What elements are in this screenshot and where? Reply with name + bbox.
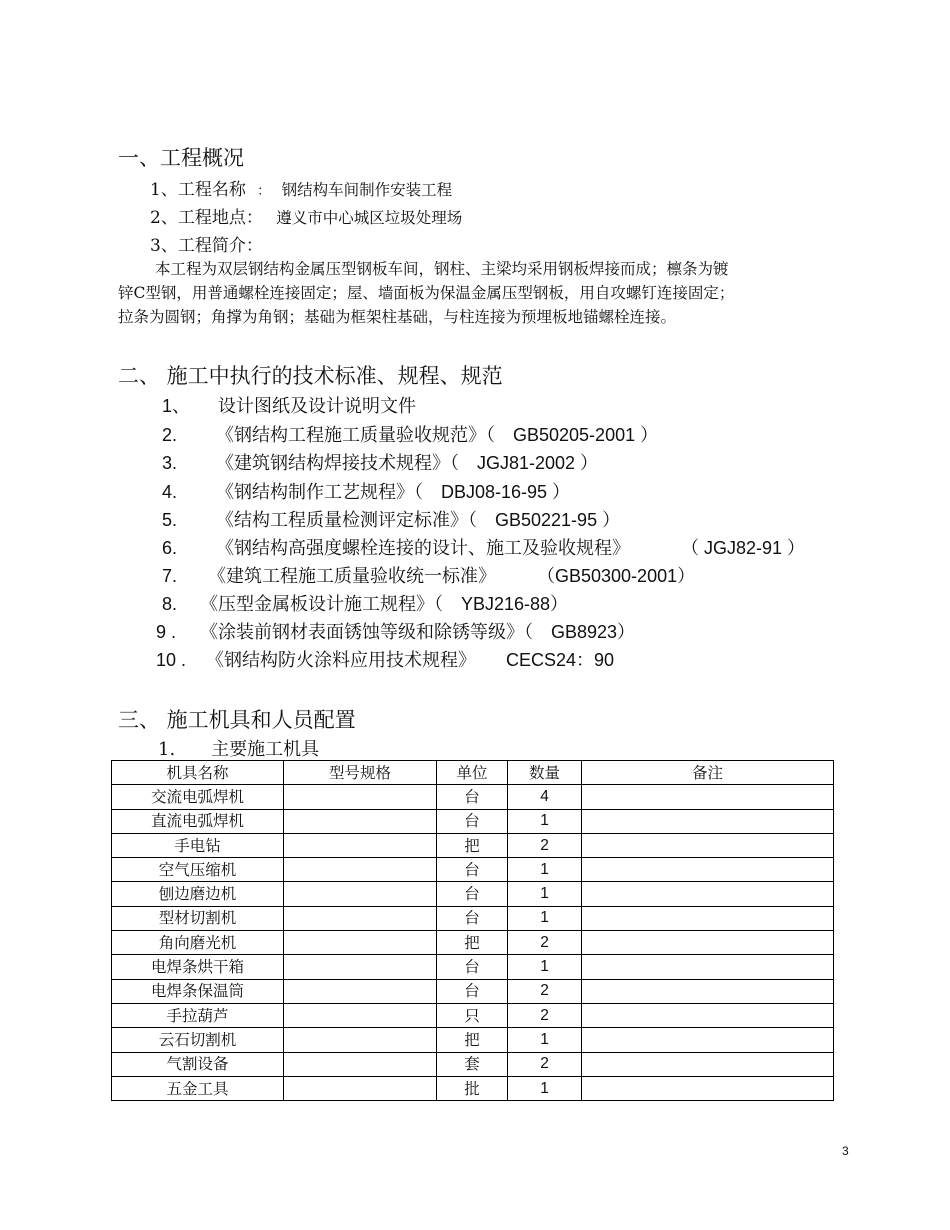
- equipment-name-cell: 电焊条保温筒: [112, 979, 284, 1003]
- standard-code: （GB50300-2001）: [546, 566, 696, 586]
- table-row: [112, 882, 834, 906]
- standard-item: [158, 478, 570, 504]
- equipment-name-cell: 型材切割机: [112, 906, 284, 930]
- standard-code: GB8923）: [551, 622, 636, 642]
- standard-num: 6.: [162, 538, 178, 558]
- remark-cell: [582, 785, 834, 809]
- table-row: [112, 955, 834, 979]
- quantity-cell: 2: [508, 1052, 582, 1076]
- model-cell: [284, 1076, 437, 1100]
- equipment-name-cell: 角向磨光机: [112, 931, 284, 955]
- standard-code: GB50205-2001 ）: [513, 425, 659, 445]
- equipment-table: [111, 760, 834, 1101]
- section1-heading: 一、工程概况: [118, 146, 244, 170]
- standard-title: 设计图纸及设计说明文件: [218, 396, 416, 417]
- unit-cell: 台: [437, 979, 508, 1003]
- standard-item: [156, 646, 614, 672]
- standard-num: 3.: [162, 453, 178, 473]
- table-row: [112, 785, 834, 809]
- unit-cell: 台: [437, 809, 508, 833]
- model-cell: [284, 906, 437, 930]
- standard-code: CECS24：90: [506, 650, 615, 670]
- standard-title: 《压型金属板设计施工规程》（: [200, 594, 443, 615]
- quantity-cell: 2: [508, 979, 582, 1003]
- page-number: 3: [842, 1144, 849, 1158]
- standard-num: 7.: [162, 566, 178, 586]
- model-cell: [284, 833, 437, 857]
- standard-item: [156, 618, 635, 644]
- table-row: [112, 906, 834, 930]
- standard-num: 5.: [162, 510, 178, 530]
- unit-cell: 把: [437, 833, 508, 857]
- model-cell: [284, 785, 437, 809]
- unit-cell: 把: [437, 931, 508, 955]
- equipment-name-cell: 电焊条烘干箱: [112, 955, 284, 979]
- equipment-name-cell: 手电钻: [112, 833, 284, 857]
- remark-cell: [582, 979, 834, 1003]
- model-cell: [284, 809, 437, 833]
- quantity-cell: 1: [508, 858, 582, 882]
- table-row: [112, 858, 834, 882]
- table-row: [112, 809, 834, 833]
- remark-cell: [582, 1052, 834, 1076]
- project-site-row: [150, 203, 462, 228]
- table-row: [112, 1076, 834, 1100]
- equipment-name-cell: 刨边磨边机: [112, 882, 284, 906]
- table-row: [112, 931, 834, 955]
- equipment-name-cell: 空气压缩机: [112, 858, 284, 882]
- intro-line-3: 拉条为圆钢；角撑为角钢；基础为框架柱基础，与柱连接为预埋板地锚螺栓连接。: [118, 308, 677, 326]
- unit-cell: 套: [437, 1052, 508, 1076]
- standard-num: 2.: [162, 425, 178, 445]
- equipment-name-cell: 交流电弧焊机: [112, 785, 284, 809]
- standard-title: 《涂装前钢材表面锈蚀等级和除锈等级》（: [200, 622, 533, 643]
- equipment-subheading: 1. 主要施工机具: [158, 739, 320, 760]
- standard-code: JGJ81-2002 ）: [477, 453, 599, 473]
- section2-heading: 二、 施工中执行的技术标准、规程、规范: [118, 364, 503, 388]
- standard-num: 8.: [162, 594, 178, 614]
- remark-cell: [582, 1003, 834, 1027]
- column-header: 机具名称: [112, 761, 284, 785]
- remark-cell: [582, 1028, 834, 1052]
- unit-cell: 台: [437, 882, 508, 906]
- project-site-label: 2、工程地点：: [150, 208, 263, 228]
- standard-code: GB50221-95 ）: [495, 510, 621, 530]
- standard-num: 1、: [162, 396, 191, 416]
- standard-code: （ JGJ82-91 ）: [690, 538, 806, 558]
- standard-num: 9 .: [156, 622, 177, 642]
- standard-title: 《钢结构高强度螺栓连接的设计、施工及验收规程》: [216, 538, 630, 559]
- unit-cell: 批: [437, 1076, 508, 1100]
- remark-cell: [582, 955, 834, 979]
- model-cell: [284, 882, 437, 906]
- model-cell: [284, 1052, 437, 1076]
- remark-cell: [582, 906, 834, 930]
- model-cell: [284, 1028, 437, 1052]
- project-name-value: 钢结构车间制作安装工程: [281, 181, 453, 199]
- standard-code: DBJ08-16-95 ）: [441, 482, 571, 502]
- column-header: 备注: [582, 761, 834, 785]
- column-header: 数量: [508, 761, 582, 785]
- section3-heading: 三、 施工机具和人员配置: [118, 708, 356, 732]
- quantity-cell: 2: [508, 1003, 582, 1027]
- standard-code: YBJ216-88）: [461, 594, 569, 614]
- model-cell: [284, 955, 437, 979]
- table-row: [112, 833, 834, 857]
- table-row: [112, 1028, 834, 1052]
- standard-title: 《建筑工程施工质量验收统一标准》: [208, 566, 496, 587]
- standard-title: 《结构工程质量检测评定标准》（: [216, 510, 477, 531]
- table-row: [112, 1052, 834, 1076]
- model-cell: [284, 1003, 437, 1027]
- project-intro-label: 3、工程简介：: [150, 236, 263, 256]
- equipment-name-cell: 直流电弧焊机: [112, 809, 284, 833]
- model-cell: [284, 931, 437, 955]
- quantity-cell: 1: [508, 809, 582, 833]
- standard-item: [158, 421, 658, 447]
- standard-num: 4.: [162, 482, 178, 502]
- intro-line-2: 锌C型钢，用普通螺栓连接固定；屋、墙面板为保温金属压型钢板，用自攻螺钉连接固定；: [118, 284, 735, 302]
- quantity-cell: 1: [508, 1076, 582, 1100]
- equipment-name-cell: 气割设备: [112, 1052, 284, 1076]
- standard-title: 《钢结构工程施工质量验收规范》（: [216, 425, 495, 446]
- unit-cell: 台: [437, 906, 508, 930]
- model-cell: [284, 858, 437, 882]
- standard-num: 10 .: [156, 650, 187, 670]
- unit-cell: 台: [437, 858, 508, 882]
- unit-cell: 台: [437, 955, 508, 979]
- remark-cell: [582, 931, 834, 955]
- remark-cell: [582, 833, 834, 857]
- unit-cell: 把: [437, 1028, 508, 1052]
- quantity-cell: 1: [508, 1028, 582, 1052]
- project-name-colon: ：: [257, 184, 271, 199]
- standard-title: 《建筑钢结构焊接技术规程》（: [216, 453, 459, 474]
- quantity-cell: 2: [508, 833, 582, 857]
- table-row: [112, 1003, 834, 1027]
- table-row: [112, 979, 834, 1003]
- standard-item: [158, 534, 805, 560]
- standard-item: [158, 506, 620, 532]
- equipment-name-cell: 手拉葫芦: [112, 1003, 284, 1027]
- table-header-row: [112, 761, 834, 785]
- quantity-cell: 1: [508, 882, 582, 906]
- remark-cell: [582, 809, 834, 833]
- standard-title: 《钢结构防火涂料应用技术规程》: [206, 650, 476, 671]
- quantity-cell: 2: [508, 931, 582, 955]
- quantity-cell: 1: [508, 906, 582, 930]
- project-name-row: [150, 175, 452, 200]
- unit-cell: 只: [437, 1003, 508, 1027]
- remark-cell: [582, 882, 834, 906]
- column-header: 单位: [437, 761, 508, 785]
- standard-item: [158, 590, 568, 616]
- remark-cell: [582, 1076, 834, 1100]
- remark-cell: [582, 858, 834, 882]
- standard-item: [158, 449, 598, 475]
- model-cell: [284, 979, 437, 1003]
- standard-title: 《钢结构制作工艺规程》（: [216, 482, 423, 503]
- quantity-cell: 4: [508, 785, 582, 809]
- unit-cell: 台: [437, 785, 508, 809]
- quantity-cell: 1: [508, 955, 582, 979]
- project-site-value: 遵义市中心城区垃圾处理场: [276, 209, 463, 227]
- equipment-name-cell: 云石切割机: [112, 1028, 284, 1052]
- equipment-name-cell: 五金工具: [112, 1076, 284, 1100]
- project-name-label: 1、工程名称: [150, 180, 246, 200]
- column-header: 型号规格: [284, 761, 437, 785]
- intro-line-1: 本工程为双层钢结构金属压型钢板车间，钢柱、主梁均采用钢板焊接而成；檩条为镀: [155, 260, 729, 278]
- standard-item: [162, 392, 416, 418]
- standard-item: [158, 562, 695, 588]
